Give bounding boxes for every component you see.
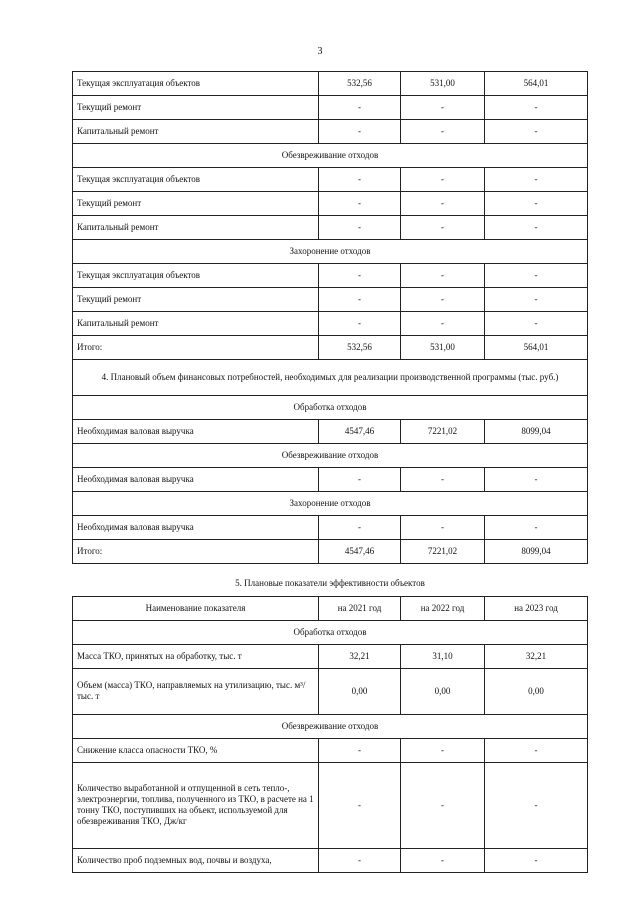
header-2023: на 2023 год (485, 596, 588, 620)
table-row (73, 848, 588, 872)
value-cell-2023: - (485, 168, 588, 192)
row-label: Снижение класса опасности ТКО, % (73, 738, 319, 762)
row-label: Текущий ремонт (73, 96, 319, 120)
value-cell-2022: 31,10 (401, 644, 485, 668)
header-indicator: Наименование показателя (73, 596, 319, 620)
section-row (73, 444, 588, 468)
table-row (73, 192, 588, 216)
value-cell-2021: - (319, 168, 401, 192)
row-label: Текущая эксплуатация объектов (73, 264, 319, 288)
table-row (73, 738, 588, 762)
row-label: Объем (масса) ТКО, направляемых на утилизацию, тыс. м³/тыс. т (73, 668, 319, 714)
value-cell-2021: - (319, 192, 401, 216)
value-cell-2022: - (401, 468, 485, 492)
production-program-table (72, 71, 588, 564)
value-cell-2021: 532,56 (319, 336, 401, 360)
table-row (73, 468, 588, 492)
value-cell-2023: 564,01 (485, 72, 588, 96)
value-cell-2022: 531,00 (401, 336, 485, 360)
table-row (73, 168, 588, 192)
table-row (73, 120, 588, 144)
value-cell-2021: - (319, 848, 401, 872)
value-cell-2023: - (485, 120, 588, 144)
value-cell-2021: - (319, 216, 401, 240)
value-cell-2021: - (319, 468, 401, 492)
value-cell-2023: 32,21 (485, 644, 588, 668)
value-cell-2023: - (485, 192, 588, 216)
value-cell-2022: 531,00 (401, 72, 485, 96)
section-row (73, 144, 588, 168)
value-cell-2023: 564,01 (485, 336, 588, 360)
value-cell-2022: - (401, 848, 485, 872)
section-title: Захоронение отходов (73, 240, 588, 264)
value-cell-2023: 8099,04 (485, 540, 588, 564)
value-cell-2023: - (485, 288, 588, 312)
section-title: Обезвреживание отходов (73, 144, 588, 168)
value-cell-2022: - (401, 216, 485, 240)
value-cell-2023: - (485, 848, 588, 872)
value-cell-2022: 0,00 (401, 668, 485, 714)
value-cell-2023: - (485, 738, 588, 762)
table-row (73, 516, 588, 540)
value-cell-2021: - (319, 312, 401, 336)
section-row (73, 620, 588, 644)
value-cell-2023: - (485, 762, 588, 848)
table-row (73, 668, 588, 714)
row-label: Количество проб подземных вод, почвы и воздуха, (73, 848, 319, 872)
value-cell-2023: - (485, 264, 588, 288)
table-row (73, 96, 588, 120)
row-label: Капитальный ремонт (73, 120, 319, 144)
value-cell-2021: - (319, 120, 401, 144)
value-cell-2021: - (319, 762, 401, 848)
section-row (73, 396, 588, 420)
table-row (73, 264, 588, 288)
table-row (73, 312, 588, 336)
value-cell-2023: - (485, 96, 588, 120)
value-cell-2021: - (319, 288, 401, 312)
value-cell-2023: 8099,04 (485, 420, 588, 444)
header-2022: на 2022 год (401, 596, 485, 620)
value-cell-2022: - (401, 738, 485, 762)
value-cell-2023: - (485, 516, 588, 540)
value-cell-2022: - (401, 192, 485, 216)
section-title: Обезвреживание отходов (73, 444, 588, 468)
value-cell-2023: - (485, 312, 588, 336)
header-2021: на 2021 год (319, 596, 401, 620)
section-title: Обработка отходов (73, 396, 588, 420)
row-label: Необходимая валовая выручка (73, 468, 319, 492)
section-title: Захоронение отходов (73, 492, 588, 516)
value-cell-2021: - (319, 516, 401, 540)
section-row (73, 492, 588, 516)
value-cell-2022: 7221,02 (401, 540, 485, 564)
section-title: Обработка отходов (73, 620, 588, 644)
table-row (73, 336, 588, 360)
row-label: Необходимая валовая выручка (73, 516, 319, 540)
table-row (73, 644, 588, 668)
value-cell-2023: 0,00 (485, 668, 588, 714)
table-row (73, 762, 588, 848)
value-cell-2021: 32,21 (319, 644, 401, 668)
value-cell-2022: - (401, 312, 485, 336)
efficiency-indicators-table (72, 572, 588, 873)
row-label: Текущий ремонт (73, 192, 319, 216)
value-cell-2021: - (319, 738, 401, 762)
section-title: Обезвреживание отходов (73, 714, 588, 738)
row-label: Итого: (73, 336, 319, 360)
section-row (73, 240, 588, 264)
table-row (73, 420, 588, 444)
value-cell-2023: - (485, 216, 588, 240)
value-cell-2021: 532,56 (319, 72, 401, 96)
table-header-row (73, 596, 588, 620)
value-cell-2022: - (401, 288, 485, 312)
table-row (73, 288, 588, 312)
section-title: 4. Плановый объем финансовых потребностей, необходимых для реализации производственной программы (тыс. руб.) (73, 360, 588, 396)
section-row (73, 714, 588, 738)
row-label: Капитальный ремонт (73, 312, 319, 336)
value-cell-2022: - (401, 168, 485, 192)
row-label: Масса ТКО, принятых на обработку, тыс. т (73, 644, 319, 668)
value-cell-2022: - (401, 264, 485, 288)
table-row (73, 216, 588, 240)
value-cell-2022: - (401, 516, 485, 540)
value-cell-2022: - (401, 96, 485, 120)
row-label: Капитальный ремонт (73, 216, 319, 240)
page-number: 3 (317, 46, 323, 57)
value-cell-2021: - (319, 96, 401, 120)
section-row (73, 360, 588, 396)
value-cell-2022: 7221,02 (401, 420, 485, 444)
row-label: Итого: (73, 540, 319, 564)
row-label: Текущая эксплуатация объектов (73, 168, 319, 192)
table-row (73, 72, 588, 96)
value-cell-2023: - (485, 468, 588, 492)
row-label: Необходимая валовая выручка (73, 420, 319, 444)
value-cell-2021: 4547,46 (319, 420, 401, 444)
value-cell-2021: - (319, 264, 401, 288)
value-cell-2021: 0,00 (319, 668, 401, 714)
row-label: Текущий ремонт (73, 288, 319, 312)
value-cell-2022: - (401, 762, 485, 848)
value-cell-2021: 4547,46 (319, 540, 401, 564)
section-5-title: 5. Плановые показатели эффективности объектов (73, 572, 588, 596)
section-5-title-row (73, 572, 588, 596)
row-label: Количество выработанной и отпущенной в сеть тепло-, электроэнергии, топлива, полученного из ТКО, в расчете на 1 тонну ТКО, поступивших на объект, используемой для обезвреживания ТКО, Дж/кг (73, 762, 319, 848)
row-label: Текущая эксплуатация объектов (73, 72, 319, 96)
table-row (73, 540, 588, 564)
value-cell-2022: - (401, 120, 485, 144)
